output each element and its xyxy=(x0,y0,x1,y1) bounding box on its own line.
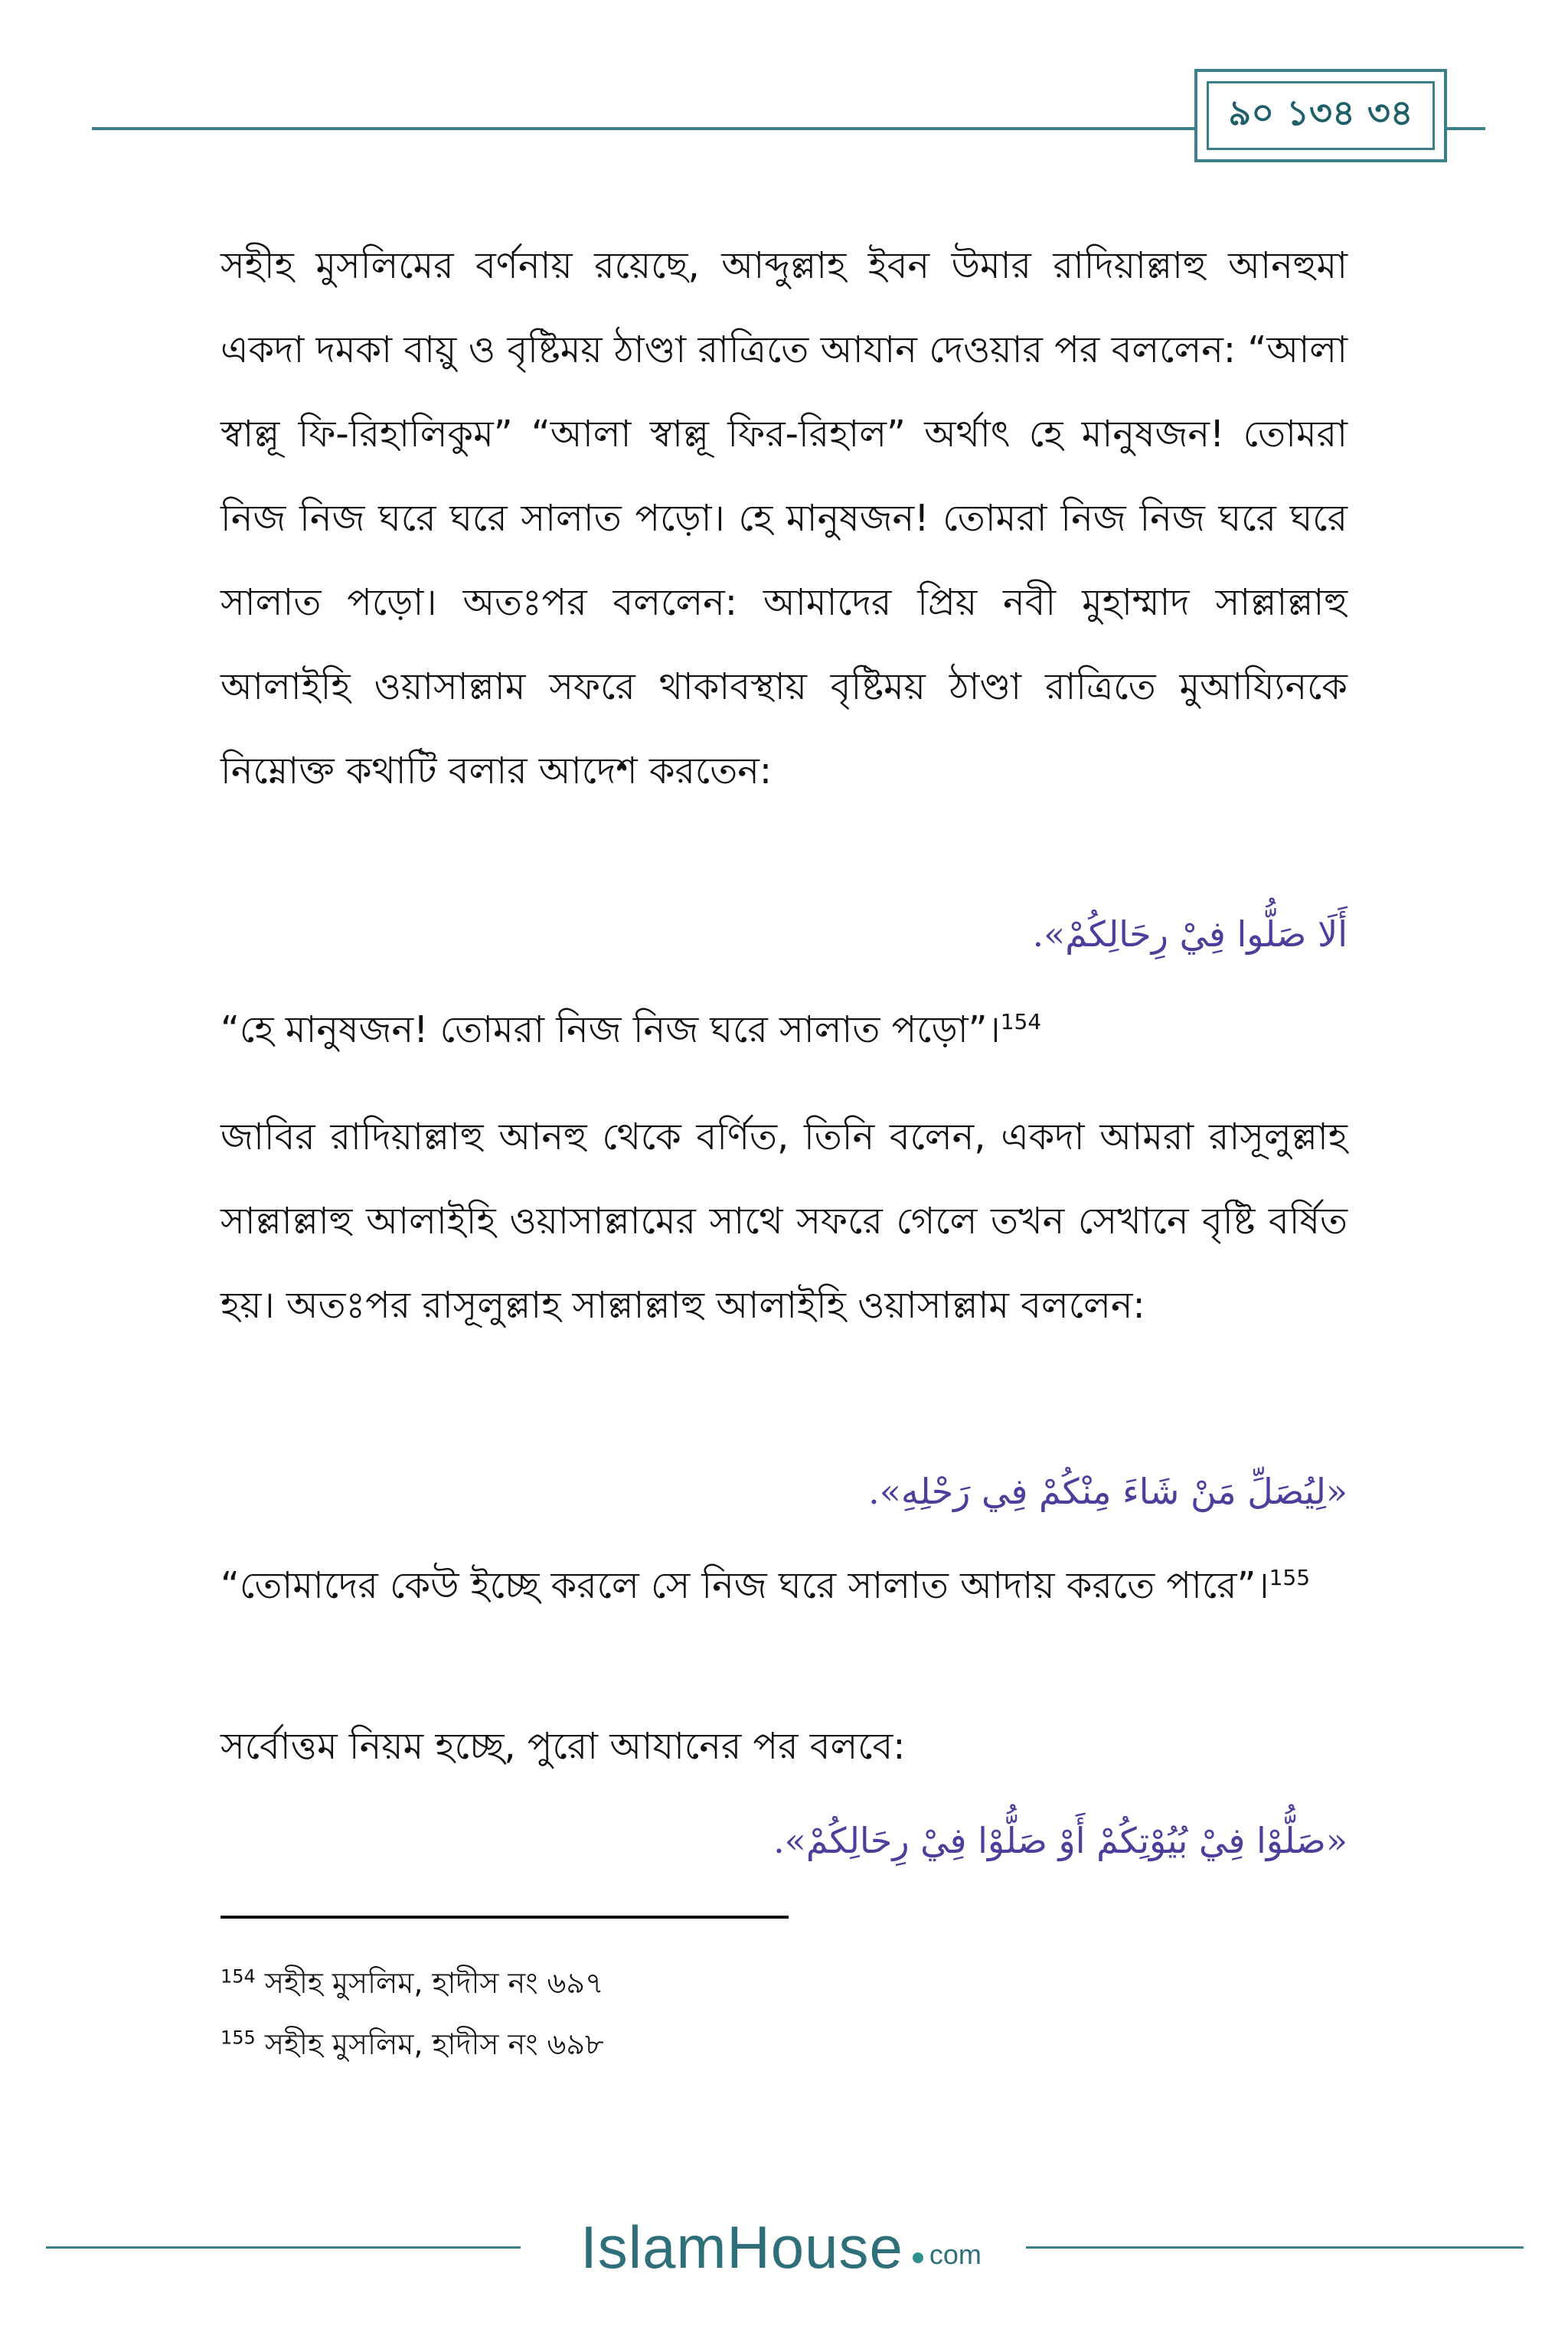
brand-name: IslamHouse xyxy=(580,2213,903,2281)
paragraph-4-text: “তোমাদের কেউ ইচ্ছে করলে সে নিজ ঘরে সালাত আদায় করতে পারে”। xyxy=(220,1564,1269,1607)
header-rule xyxy=(92,127,1194,130)
arabic-quote-3: «صَلُّوْا فِيْ بُيُوْتِكُمْ أَوْ صَلُّوْا فِيْ رِحَالِكُمْ». xyxy=(773,1820,1348,1861)
header-rule-right xyxy=(1447,127,1485,130)
paragraph-3: জাবির রাদিয়াল্লাহু আনহু থেকে বর্ণিত, তিনি বলেন, একদা আমরা রাসূলুল্লাহ সাল্লাল্লাহু আলাইহি ওয়াসাল্লামের সাথে সফরে গেলে তখন সেখানে বৃষ্টি বর্ষিত হয়। অতঃপর রাসূলুল্লাহ সাল্লাল্লাহু আলাইহি ওয়াসাল্লাম বললেন: xyxy=(220,1116,1348,1327)
page-number: ৯০ ১৩৪ ৩৪ xyxy=(1228,92,1413,133)
dot-icon xyxy=(913,2252,923,2263)
page-number-frame xyxy=(1207,81,1435,150)
footer-logo xyxy=(544,2213,1018,2282)
footnote-154 xyxy=(220,1960,604,2006)
page-number-box xyxy=(1194,69,1447,162)
arabic-quote-2: «لِيُصَلِّ مَنْ شَاءَ مِنْكُمْ فِي رَحْلِهِ». xyxy=(868,1471,1348,1512)
arabic-quote-1: أَلَا صَلُّوا فِيْ رِحَالِكُمْ». xyxy=(1032,913,1348,955)
paragraph-5: সর্বোত্তম নিয়ম হচ্ছে, পুরো আযানের পর বলবে: xyxy=(220,1725,906,1768)
footnote-text: সহীহ মুসলিম, হাদীস নং ৬৯৮ xyxy=(255,2027,604,2061)
paragraph-2-text: “হে মানুষজন! তোমরা নিজ নিজ ঘরে সালাত পড়ো”। xyxy=(220,1008,1001,1051)
footnote-ref-154[interactable]: 154 xyxy=(1000,1009,1042,1034)
footnote-ref-155[interactable]: 155 xyxy=(1269,1565,1311,1590)
footnote-number: 154 xyxy=(220,1965,256,1988)
footnote-text: সহীহ মুসলিম, হাদীস নং ৬৯৭ xyxy=(255,1966,604,2000)
footnote-number: 155 xyxy=(220,2027,256,2049)
paragraph-1: সহীহ মুসলিমের বর্ণনায় রয়েছে, আব্দুল্লাহ ইবন উমার রাদিয়াল্লাহু আনহুমা একদা দমকা বায়ু ও বৃষ্টিময় ঠাণ্ডা রাত্রিতে আযান দেওয়ার পর বললেন: “আলা স্বাল্লূ ফি-রিহালিকুম” “আলা স্বাল্লূ ফির-রিহাল” অর্থাৎ হে মানুষজন! তোমরা নিজ নিজ ঘরে ঘরে সালাত পড়ো। হে মানুষজন! তোমরা নিজ নিজ ঘরে ঘরে সালাত পড়ো। অতঃপর বললেন: আমাদের প্রিয় নবী মুহাম্মাদ সাল্লাল্লাহু আলাইহি ওয়াসাল্লাম সফরে থাকাবস্থায় বৃষ্টিময় ঠাণ্ডা রাত্রিতে মুআয্যিনকে নিম্নোক্ত কথাটি বলার আদেশ করতেন: xyxy=(220,244,1348,792)
brand-tld: com xyxy=(929,2239,982,2270)
footer-rule-left xyxy=(46,2246,521,2249)
footnote-separator xyxy=(220,1916,789,1919)
footer-rule-right xyxy=(1026,2246,1524,2249)
footnote-155 xyxy=(220,2021,604,2067)
paragraph-4 xyxy=(220,1544,1348,1628)
paragraph-2 xyxy=(220,988,1348,1072)
